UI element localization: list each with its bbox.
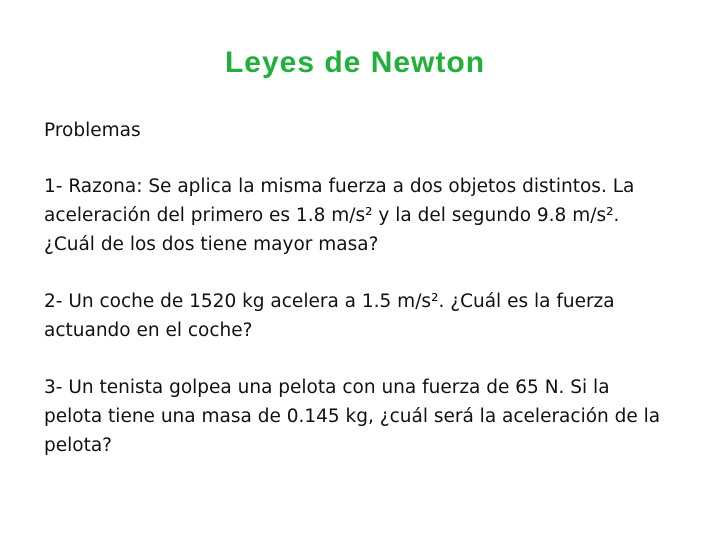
problem-2-line-2: actuando en el coche? — [44, 320, 253, 341]
problem-3-line-2: pelota tiene una masa de 0.145 kg, ¿cuál será la aceleración de la — [44, 406, 661, 427]
problem-3-line-1: 3- Un tenista golpea una pelota con una fuerza de 65 N. Si la — [44, 377, 610, 398]
problem-1 — [44, 172, 704, 259]
problem-2-line-1: 2- Un coche de 1520 kg acelera a 1.5 m/s². ¿Cuál es la fuerza — [44, 291, 615, 312]
problem-1-line-1: 1- Razona: Se aplica la misma fuerza a dos objetos distintos. La — [44, 176, 635, 197]
problem-3 — [44, 373, 704, 460]
slide-body — [44, 116, 704, 488]
problem-2 — [44, 287, 704, 345]
slide-title: Leyes de Newton — [224, 46, 486, 79]
problem-1-line-3: ¿Cuál de los dos tiene mayor masa? — [44, 234, 379, 255]
problem-1-line-2: aceleración del primero es 1.8 m/s² y la del segundo 9.8 m/s². — [44, 205, 620, 226]
section-subtitle: Problemas — [44, 120, 141, 141]
problem-3-line-3: pelota? — [44, 435, 112, 456]
